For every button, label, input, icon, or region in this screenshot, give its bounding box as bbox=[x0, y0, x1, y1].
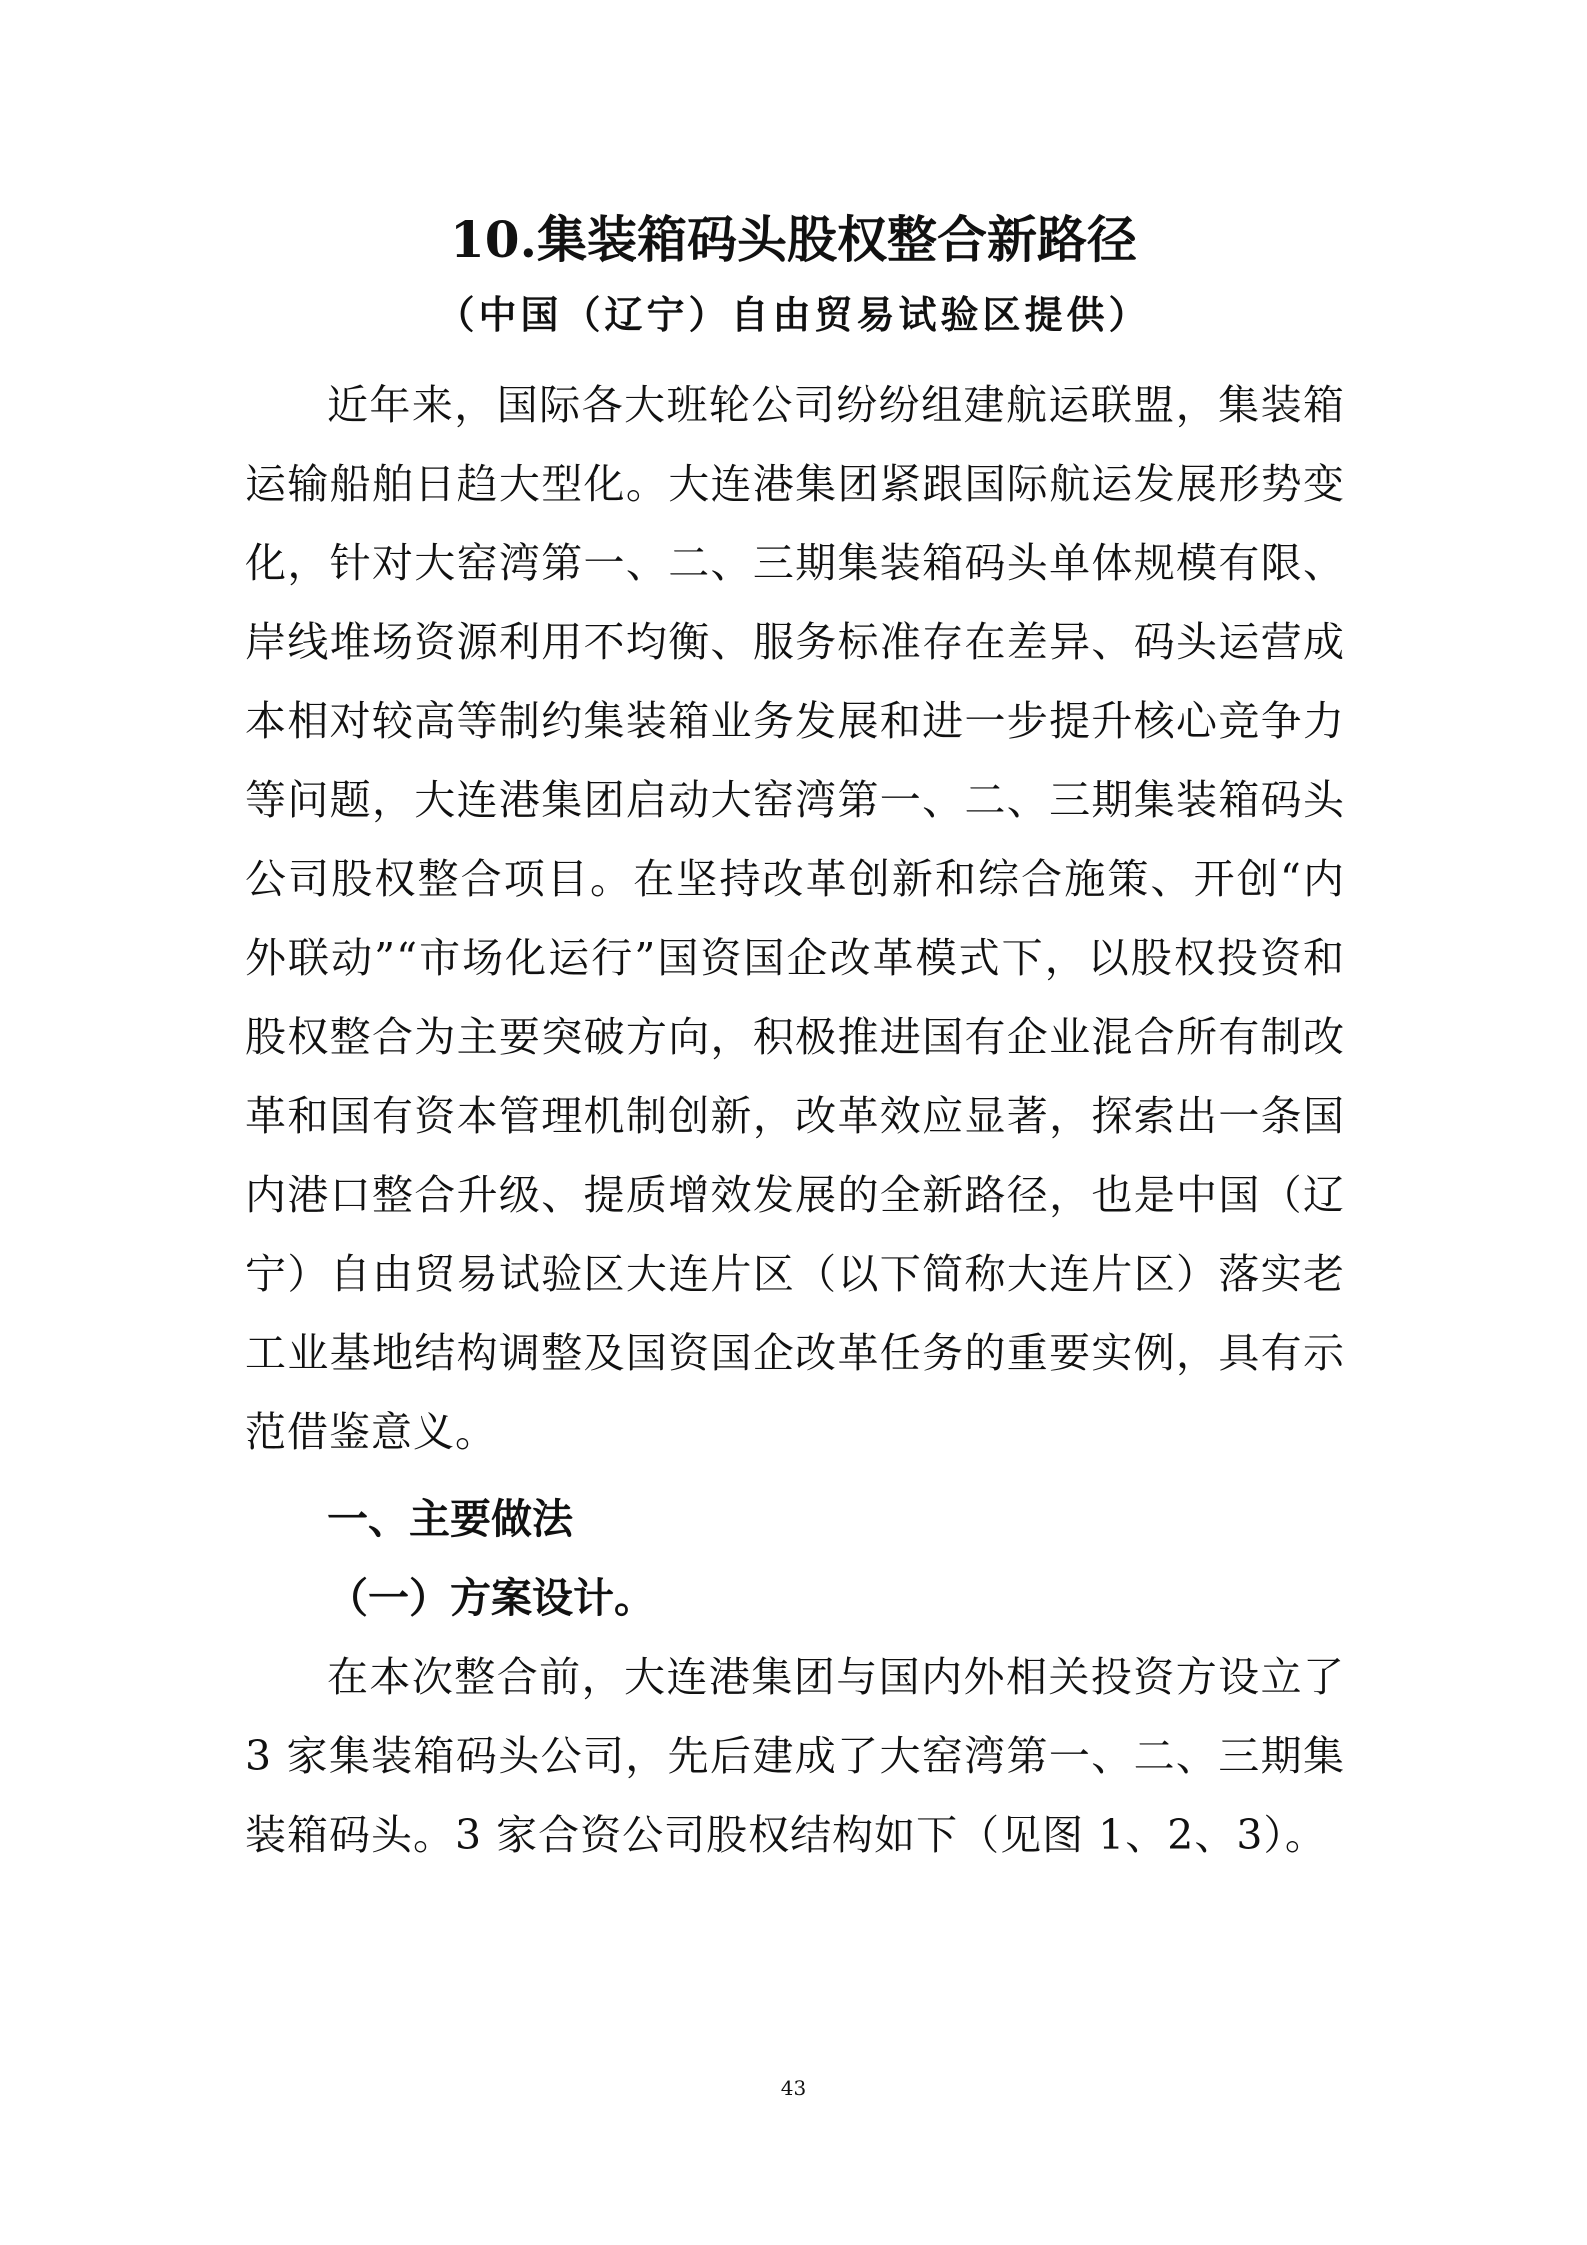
page-title: 10.集装箱码头股权整合新路径 bbox=[450, 210, 1137, 269]
page-subtitle: （中国（辽宁）自由贸易试验区提供） bbox=[436, 292, 1151, 337]
intro-paragraph: 近年来，国际各大班轮公司纷纷组建航运联盟，集装箱运输船舶日趋大型化。大连港集团紧跟国际航运发展形势变化，针对大窑湾第一、二、三期集装箱码头单体规模有限、岸线堆场资源利用不均衡、服务标准存在差异、码头运营成本相对较高等制约集装箱业务发展和进一步提升核心竞争力等问题，大连港集团启动大窑湾第一、二、三期集装箱码头公司股权整合项目。在坚持改革创新和综合施策、开创“内外联动”“市场化运行”国资国企改革模式下，以股权投资和股权整合为主要突破方向，积极推进国有企业混合所有制改革和国有资本管理机制创新，改革效应显著，探索出一条国内港口整合升级、提质增效发展的全新路径，也是中国（辽宁）自由贸易试验区大连片区（以下简称大连片区）落实老工业基地结构调整及国资国企改革任务的重要实例，具有示范借鉴意义。 bbox=[245, 381, 1345, 1456]
page-number: 43 bbox=[780, 2076, 807, 2100]
subsection-heading: （一）方案设计。 bbox=[327, 1574, 655, 1622]
body-paragraph: 在本次整合前，大连港集团与国内外相关投资方设立了 3 家集装箱码头公司，先后建成了大窑湾第一、二、三期集装箱码头。3 家合资公司股权结构如下（见图 1、2、3）。 bbox=[245, 1653, 1345, 1859]
section-heading: 一、主要做法 bbox=[327, 1495, 573, 1543]
